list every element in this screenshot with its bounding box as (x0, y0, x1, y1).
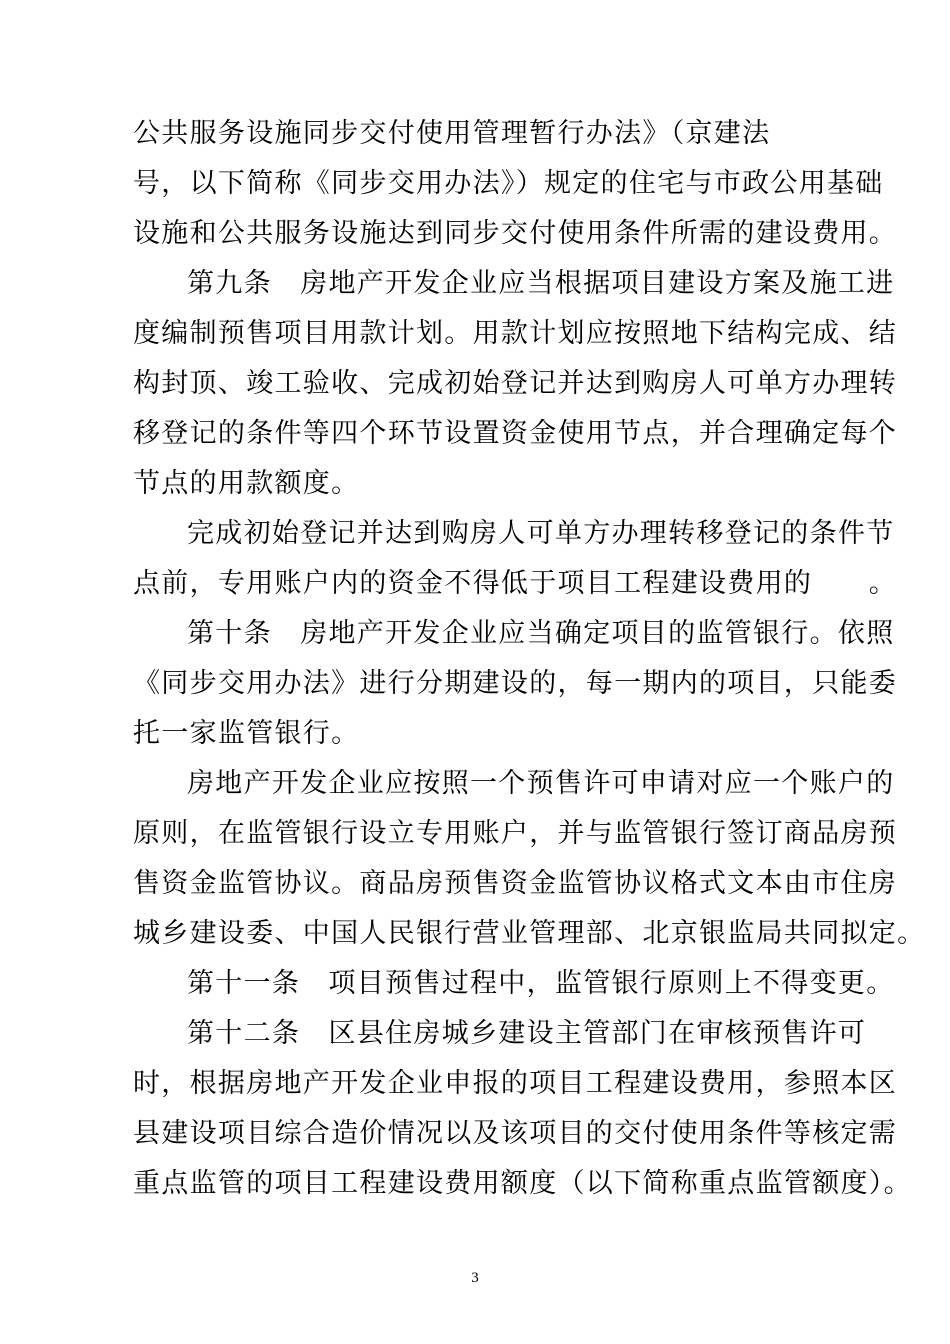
article-12-heading-line: 第十二条 区县住房城乡建设主管部门在审核预售许可 (187, 1018, 867, 1049)
text-line-15: 原则，在监管银行设立专用账户，并与监管银行签订商品房预 (133, 818, 898, 849)
article-9-heading-line: 第九条 房地产开发企业应当根据项目建设方案及施工进 (187, 268, 895, 299)
text-line-1: 公共服务设施同步交付使用管理暂行办法》（京建法 (133, 118, 771, 149)
text-line-16: 售资金监管协议。商品房预售资金监管协议格式文本由市住房 (133, 868, 898, 899)
text-line-2: 号，以下简称《同步交用办法》）规定的住宅与市政公用基础 (133, 168, 884, 199)
text-line-7: 移登记的条件等四个环节设置资金使用节点，并合理确定每个 (133, 418, 898, 449)
text-line-22: 重点监管的项目工程建设费用额度（以下简称重点监管额度）。 (133, 1168, 912, 1199)
text-line-20: 时，根据房地产开发企业申报的项目工程建设费用，参照本区 (133, 1068, 898, 1099)
paragraph-start-line-14: 房地产开发企业应按照一个预售许可申请对应一个账户的 (187, 768, 895, 799)
text-line-12: 《同步交用办法》进行分期建设的，每一期内的项目，只能委 (133, 668, 898, 699)
text-line-8: 节点的用款额度。 (133, 468, 360, 499)
article-10-heading-line: 第十条 房地产开发企业应当确定项目的监管银行。依照 (187, 618, 895, 649)
text-line-13: 托一家监管银行。 (133, 718, 360, 749)
text-line-17: 城乡建设委、中国人民银行营业管理部、北京银监局共同拟定。 (133, 918, 926, 949)
page-number: 3 (471, 1270, 479, 1286)
text-line-21: 县建设项目综合造价情况以及该项目的交付使用条件等核定需 (133, 1118, 898, 1149)
article-11-heading-line: 第十一条 项目预售过程中，监管银行原则上不得变更。 (187, 968, 895, 999)
text-line-5: 度编制预售项目用款计划。用款计划应按照地下结构完成、结 (133, 318, 898, 349)
text-line-10: 点前，专用账户内的资金不得低于项目工程建设费用的 。 (133, 568, 898, 599)
text-line-3: 设施和公共服务设施达到同步交付使用条件所需的建设费用。 (133, 218, 898, 249)
paragraph-start-line-9: 完成初始登记并达到购房人可单方办理转移登记的条件节 (187, 518, 895, 549)
text-line-6: 构封顶、竣工验收、完成初始登记并达到购房人可单方办理转 (133, 368, 898, 399)
